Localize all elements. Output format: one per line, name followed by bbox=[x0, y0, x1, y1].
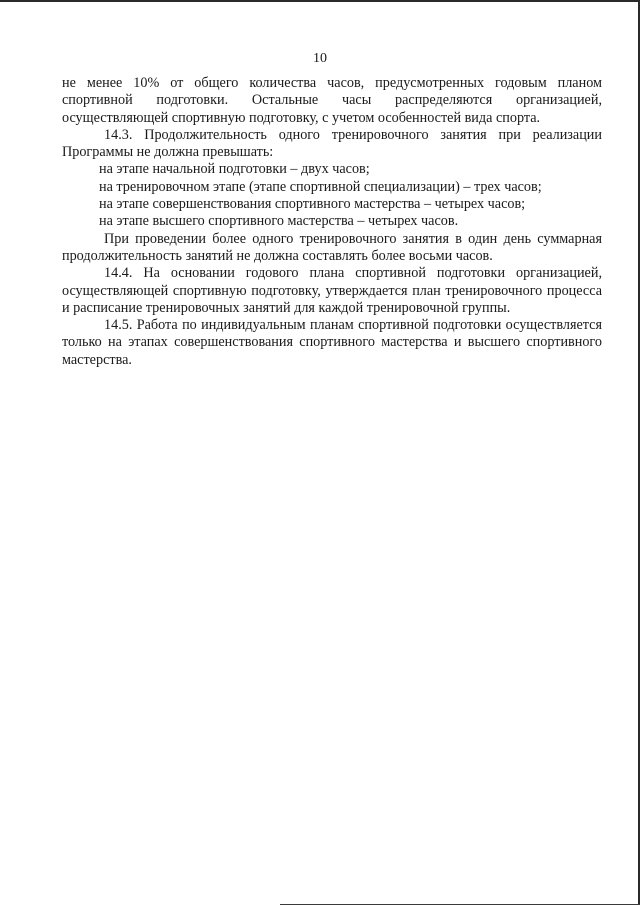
list-item: на этапе высшего спортивного мастерства – четырех часов. bbox=[99, 213, 459, 230]
paragraph-multiple-sessions: При проведении более одного тренировочного занятия в один день суммарная продолжительность занятий не должна составлять более восьми часов. bbox=[62, 230, 602, 264]
paragraph-14-4: 14.4. На основании годового плана спортивной подготовки организацией, осуществляющей спортивную подготовку, утверждается план тренировочного процесса и расписание тренировочных занятий для каждой тренировочной группы. bbox=[62, 265, 602, 316]
paragraph-continuation: не менее 10% от общего количества часов, предусмотренных годовым планом спортивной подготовки. Остальные часы распределяются организацией, осуществляющей спортивную подготовку, с учетом особенностей вида спорта. bbox=[62, 75, 602, 126]
paragraph-14-5: 14.5. Работа по индивидуальным планам спортивной подготовки осуществляется только на этапах совершенствования спортивного мастерства и высшего спортивного мастерства. bbox=[62, 317, 602, 368]
list-item: на тренировочном этапе (этапе спортивной специализации) – трех часов; bbox=[99, 178, 542, 195]
paragraph-14-3: 14.3. Продолжительность одного тренировочного занятия при реализации Программы не должна превышать: bbox=[62, 126, 602, 161]
list-item: на этапе начальной подготовки – двух часов; bbox=[99, 161, 370, 178]
document-body bbox=[62, 75, 602, 369]
page-number: 10 bbox=[313, 51, 327, 66]
scan-edge-top bbox=[0, 0, 640, 2]
list-item: на этапе совершенствования спортивного мастерства – четырех часов; bbox=[99, 196, 526, 213]
